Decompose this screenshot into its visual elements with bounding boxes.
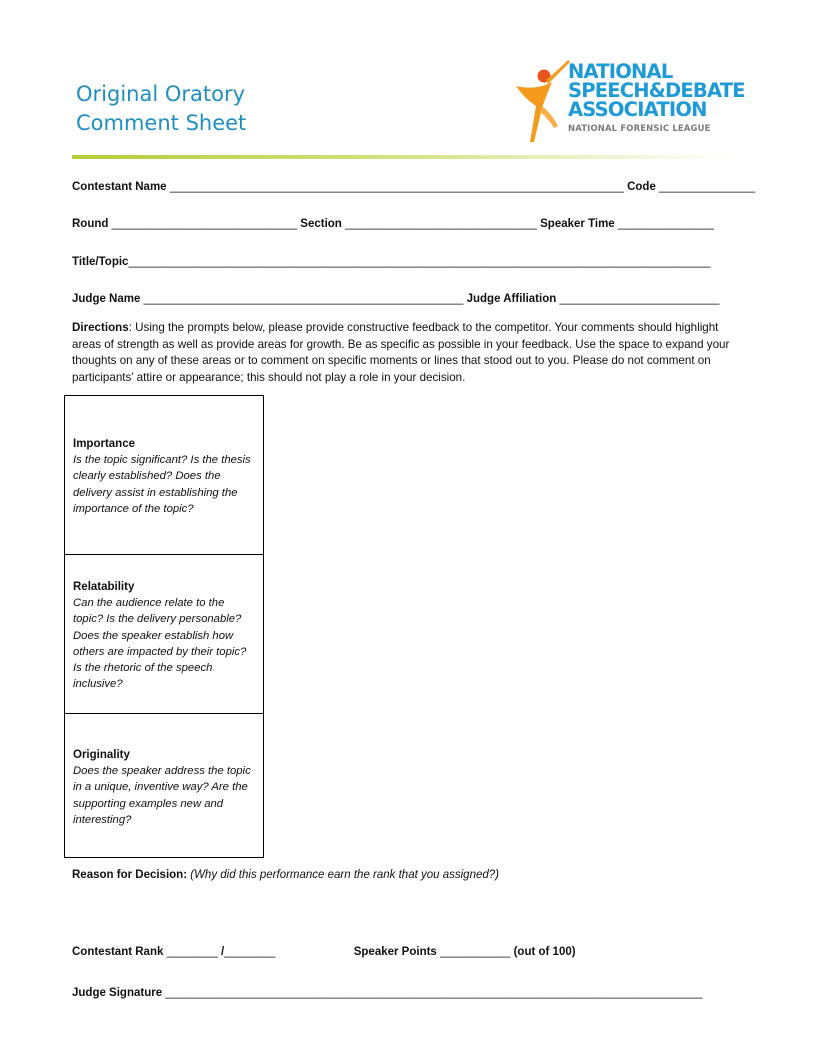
round-row [72, 218, 738, 230]
judge-signature-field[interactable]: ____________________________________________________________________________________ [165, 987, 703, 999]
logo-line-3: ASSOCIATION [568, 98, 707, 121]
reason-for-decision [72, 869, 499, 881]
title-topic-label: Title/Topic [72, 256, 129, 268]
directions-label: Directions [72, 321, 129, 334]
section-label: Section [300, 218, 342, 230]
nsda-logo [512, 56, 752, 148]
speaker-points-suffix: (out of 100) [513, 946, 576, 958]
judge-name-label: Judge Name [72, 293, 141, 305]
contestant-rank-field[interactable]: ________ [166, 946, 218, 958]
criterion-box-originality [64, 713, 264, 858]
speaker-points-label: Speaker Points [353, 946, 437, 958]
contestant-rank-label: Contestant Rank [72, 946, 164, 958]
header-divider [72, 155, 738, 159]
logo-subtitle: NATIONAL FORENSIC LEAGUE [568, 123, 711, 133]
criterion-heading: Importance [73, 438, 135, 450]
logo-line-2: SPEECH&DEBATE [568, 79, 745, 102]
code-label: Code [627, 181, 656, 193]
criterion-prompt: Is the topic significant? Is the thesis clearly established? Does the delivery assist in establishing the importance of the topic? [73, 454, 251, 515]
contestant-name-label: Contestant Name [72, 181, 167, 193]
title-line-1: Original Oratory [76, 82, 246, 106]
directions-text: : Using the prompts below, please provide constructive feedback to the competitor. Your comments should highlight areas of strength as well as provide areas for growth. Be as specific as possible in your feedback. Use the space to expand your thoughts on any of these areas or to comment on specific moments or lines that stood out to you. Please do not comment on participants’ attire or appearance; this should not play a role in your decision. [72, 321, 730, 384]
code-field[interactable]: _______________ [659, 181, 755, 193]
reason-note: (Why did this performance earn the rank that you assigned?) [190, 869, 499, 881]
signature-row [72, 987, 738, 999]
contestant-rank-total-field[interactable]: ________ [224, 946, 276, 958]
contestant-row [72, 181, 755, 193]
judge-affiliation-field[interactable]: _________________________ [559, 293, 720, 305]
rank-separator: / [220, 946, 225, 958]
speaker-time-field[interactable]: _______________ [617, 218, 714, 230]
criterion-heading: Relatability [73, 581, 135, 593]
page-title [76, 80, 246, 138]
round-field[interactable]: _____________________________ [111, 218, 298, 230]
figure-icon [512, 56, 572, 148]
title-line-2: Comment Sheet [76, 111, 247, 135]
criterion-box-relatability [64, 554, 264, 714]
contestant-name-field[interactable]: _______________________________________________________________________ [169, 181, 624, 193]
speaker-points-field[interactable]: ___________ [440, 946, 511, 958]
speaker-time-label: Speaker Time [540, 218, 615, 230]
criterion-prompt: Can the audience relate to the topic? Is the delivery personable? Does the speaker establish how others are impacted by their topic? Is the rhetoric of the speech inclusive? [73, 597, 247, 691]
section-field[interactable]: ______________________________ [345, 218, 537, 230]
title-topic-row [72, 256, 738, 268]
criterion-heading: Originality [73, 749, 130, 761]
directions-paragraph [72, 320, 738, 386]
title-topic-field[interactable]: ___________________________________________________________________________________________ [128, 256, 711, 268]
judge-signature-label: Judge Signature [72, 987, 163, 999]
criterion-box-importance [64, 395, 264, 555]
judge-row [72, 293, 738, 305]
criterion-prompt: Does the speaker address the topic in a unique, inventive way? Are the supporting examples new and interesting? [73, 765, 251, 826]
judge-affiliation-label: Judge Affiliation [466, 293, 557, 305]
logo-line-1: NATIONAL [568, 60, 673, 83]
round-label: Round [72, 218, 109, 230]
ranking-row [72, 946, 738, 958]
judge-name-field[interactable]: __________________________________________________ [143, 293, 464, 305]
reason-label: Reason for Decision: [72, 869, 188, 881]
